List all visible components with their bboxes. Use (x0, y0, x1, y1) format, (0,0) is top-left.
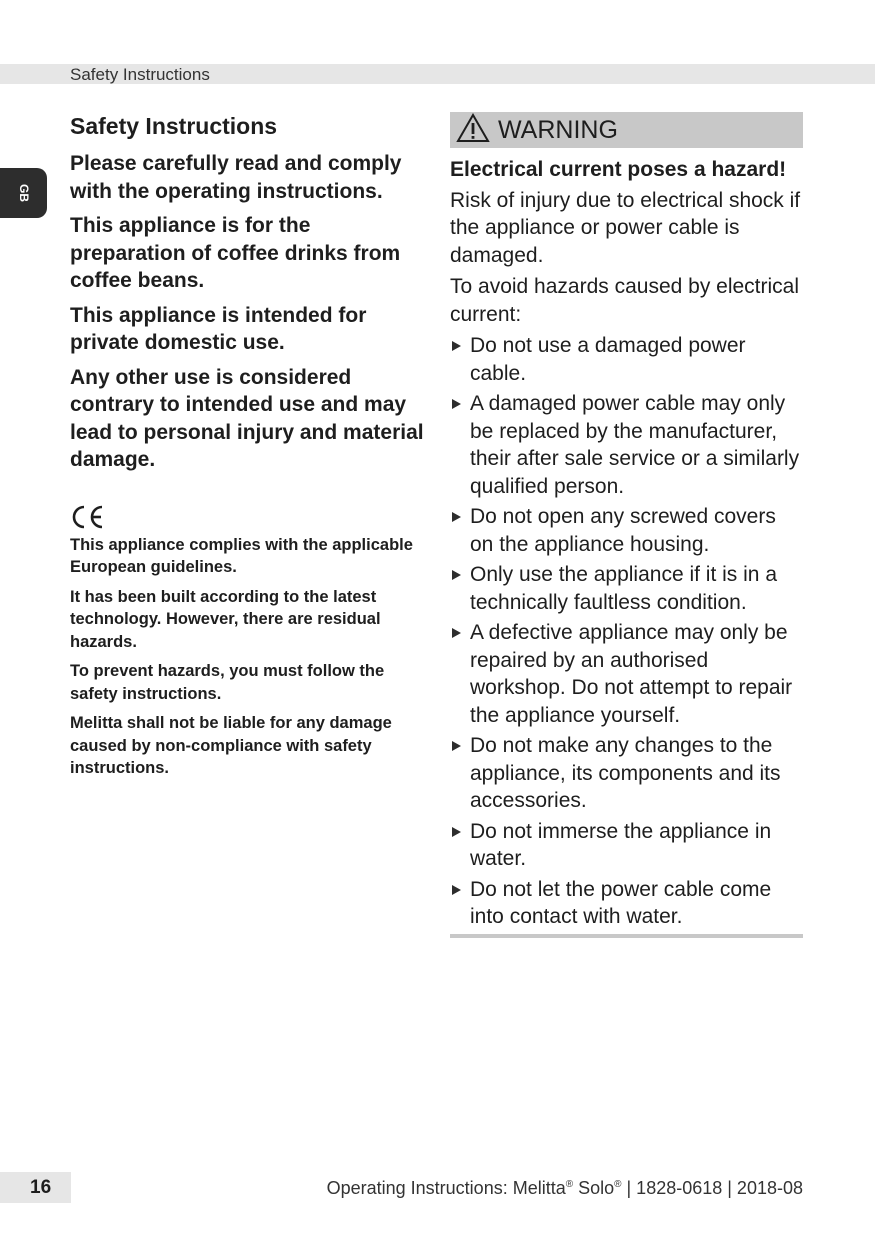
ce-mark-icon (70, 504, 430, 534)
risk-text: Risk of injury due to electrical shock if the appliance or power cable is damaged. (450, 188, 801, 267)
compliance-note: This appliance complies with the applicable European guidelines. (70, 535, 413, 576)
list-item-text: Do not make any changes to the appliance, its components and its accessories. (470, 734, 781, 812)
list-item-text: Only use the appliance if it is in a technically faultless condition. (470, 563, 778, 614)
compliance-note: To prevent hazards, you must follow the safety instructions. (70, 662, 385, 703)
list-item-text: Do not let the power cable come into contact with water. (470, 877, 772, 928)
list-item-text: Do not immerse the appliance in water. (470, 819, 772, 870)
compliance-note: It has been built according to the latest technology. However, there are residual hazards. (70, 587, 381, 651)
compliance-notes (70, 534, 430, 780)
warning-box (450, 112, 803, 938)
bullet-arrow-icon (452, 827, 461, 837)
list-item (450, 876, 803, 931)
intro-block (70, 150, 430, 474)
avoid-text: To avoid hazards caused by electrical current: (450, 275, 800, 326)
language-tab-label: GB (17, 184, 31, 202)
running-header-title: Safety Instructions (70, 65, 210, 84)
footer-suffix: | 1828-0618 | 2018-08 (621, 1178, 803, 1198)
bullet-arrow-icon (452, 512, 461, 522)
footer-document-info (327, 1178, 803, 1199)
list-item-text: A defective appliance may only be repaired by an authorised workshop. Do not attempt to repair the appliance yourself. (470, 621, 793, 727)
footer-product: Solo (573, 1178, 615, 1198)
warning-header (450, 112, 803, 148)
list-item (450, 732, 803, 815)
list-item (450, 332, 803, 387)
language-tab (0, 168, 47, 218)
bullet-arrow-icon (452, 885, 461, 895)
list-item-text: A damaged power cable may only be replaced by the manufacturer, their after sale service or a similarly qualified person. (470, 392, 800, 498)
list-item-text: Do not open any screwed covers on the appliance housing. (470, 505, 776, 556)
list-item (450, 818, 803, 873)
bullet-arrow-icon (452, 741, 461, 751)
intro-paragraph: This appliance is for the preparation of coffee drinks from coffee beans. (70, 214, 401, 292)
intro-paragraph: Please carefully read and comply with the operating instructions. (70, 152, 402, 203)
safety-list (450, 332, 803, 931)
registered-mark: ® (565, 1179, 574, 1190)
hazard-title: Electrical current poses a hazard! (450, 158, 787, 181)
list-item (450, 561, 803, 616)
bullet-arrow-icon (452, 341, 461, 351)
warning-label: WARNING (498, 115, 618, 144)
registered-mark: ® (614, 1179, 622, 1190)
bullet-arrow-icon (452, 399, 461, 409)
bullet-arrow-icon (452, 628, 461, 638)
warning-bottom-rule (450, 934, 803, 938)
page-number: 16 (0, 1172, 71, 1203)
compliance-note: Melitta shall not be liable for any damage caused by non-compliance with safety instructions. (70, 714, 392, 777)
section-title: Safety Instructions (70, 113, 278, 139)
warning-triangle-icon (456, 113, 490, 148)
list-item (450, 619, 803, 729)
list-item (450, 503, 803, 558)
running-header (0, 64, 875, 84)
footer-prefix: Operating Instructions: Melitta (326, 1178, 566, 1198)
list-item (450, 390, 803, 500)
intro-paragraph: Any other use is considered contrary to intended use and may lead to personal injury and material damage. (70, 365, 424, 471)
left-column (70, 113, 430, 787)
bullet-arrow-icon (452, 570, 461, 580)
intro-paragraph: This appliance is intended for private domestic use. (70, 303, 367, 354)
list-item-text: Do not use a damaged power cable. (470, 334, 746, 385)
